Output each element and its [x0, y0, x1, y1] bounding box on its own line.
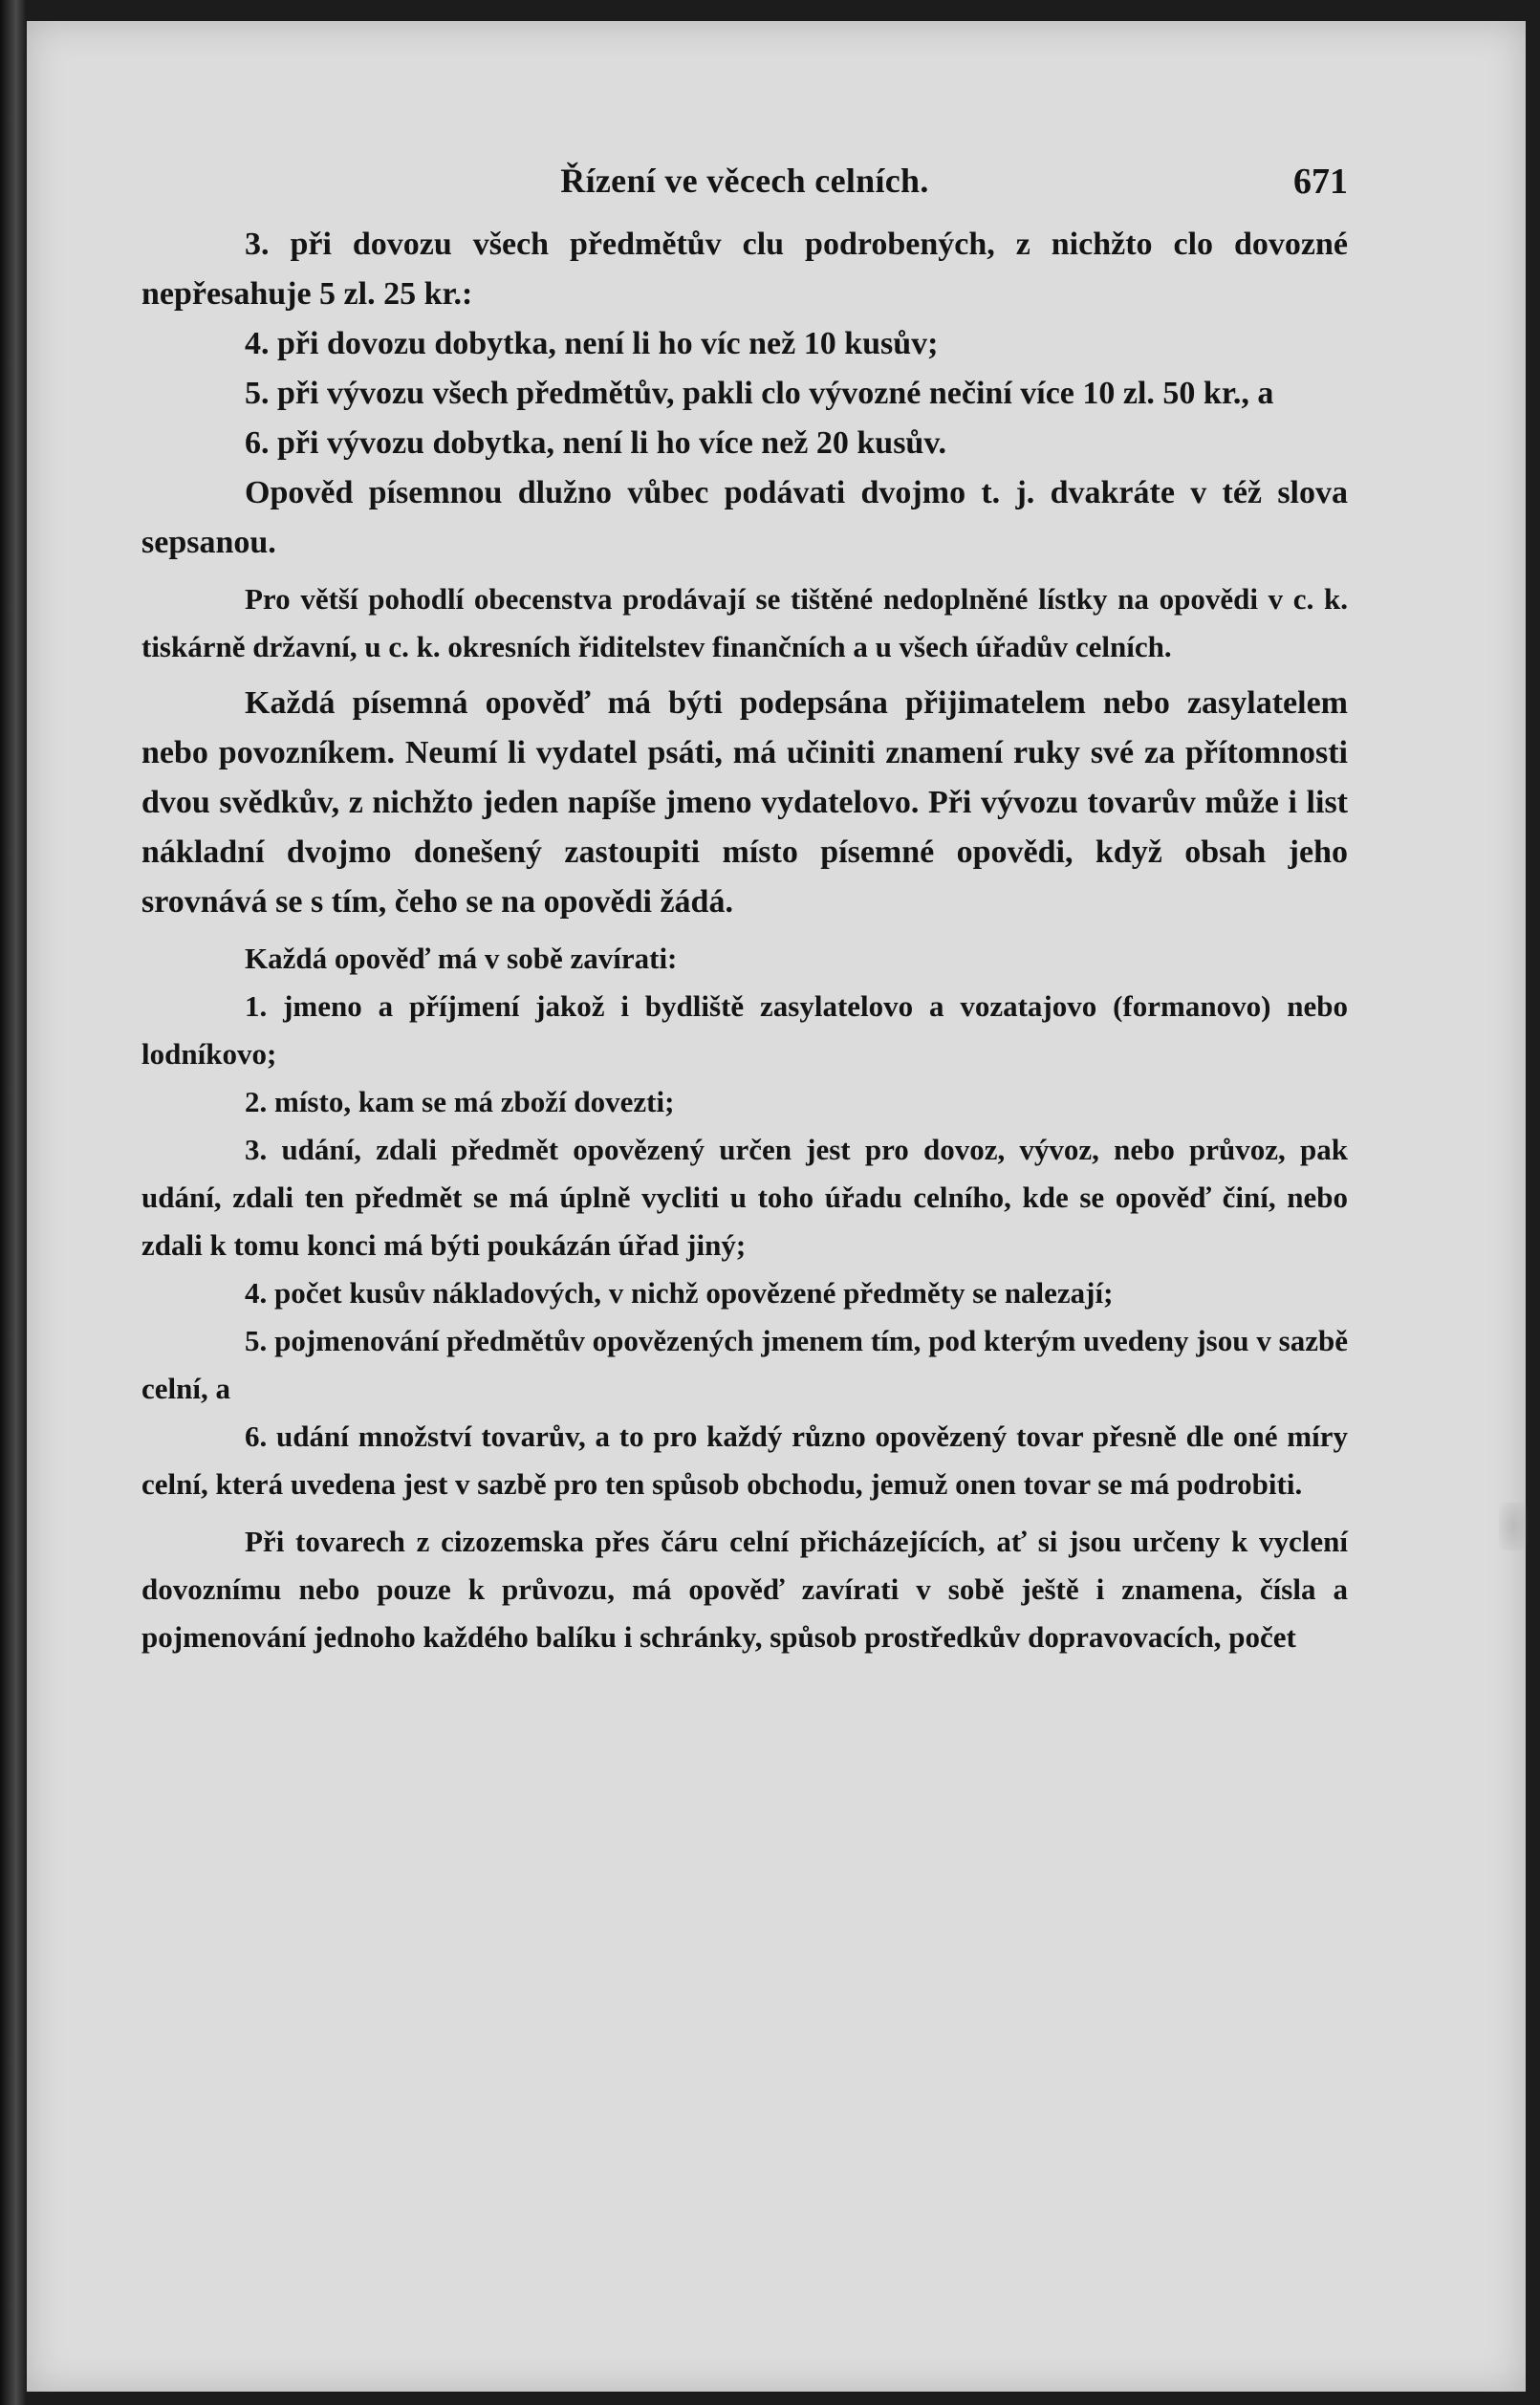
content-item-5: 5. pojmenování předmětův opovězených jmenem tím, pod kterým uvedeny jsou v sazbě celní, a	[141, 1324, 1348, 1405]
page-text	[141, 143, 1348, 1661]
running-header	[141, 143, 1348, 220]
list-item-5: 5. při vývozu všech předmětův, pakli clo vývozné nečiní více 10 zl. 50 kr., a	[245, 376, 1274, 411]
content-item-1: 1. jmeno a příjmení jakož i bydliště zasylatelovo a vozatajovo (formanovo) nebo lodníkovo;	[141, 989, 1348, 1071]
content-item-2: 2. místo, kam se má zboží dovezti;	[245, 1085, 675, 1118]
list-item-4: 4. při dovozu dobytka, není li ho víc než 10 kusův;	[245, 326, 939, 361]
chapter-title: Řízení ve věcech celních.	[560, 162, 929, 200]
paragraph-cizozemsko: Při tovarech z cizozemska přes čáru celní přicházejících, ať si jsou určeny k vyclení dovoznímu nebo pouze k průvozu, má opověď zavírati v sobě ještě i znamena, čísla a pojmenování jednoho každého balíku i schránky, spůsob prostředkův dopravovacích, počet	[141, 1525, 1348, 1654]
list-item-3: 3. při dovozu všech předmětův clu podrobených, z nichžto clo dovozné nepřesahuje 5 zl. 25 kr.:	[141, 227, 1348, 312]
paragraph-podpis: Každá písemná opověď má býti podepsána přijimatelem nebo zasylatelem nebo povozníkem. Neumí li vydatel psáti, má učiniti znamení ruky své za přítomnosti dvou svědkův, z nichžto jeden napíše jmeno vydatelovo. Při vývozu tovarův může i list nákladní dvojmo donešený zastoupiti místo písemné opovědi, když obsah jeho srovnává se s tím, čeho se na opovědi žádá.	[141, 685, 1348, 920]
list-item-6: 6. při vývozu dobytka, není li ho více než 20 kusův.	[245, 425, 946, 461]
paragraph-opoved-dvojmo: Opověd písemnou dlužno vůbec podávati dvojmo t. j. dvakráte v též slova sepsanou.	[141, 475, 1348, 560]
content-item-6: 6. udání množství tovarův, a to pro každý různo opovězený tovar přesně dle oné míry celní, která uvedena jest v sazbě pro ten spůsob obchodu, jemuž onen tovar se má podrobiti.	[141, 1419, 1348, 1501]
page-number: 671	[1293, 162, 1348, 202]
paragraph-listky: Pro větší pohodlí obecenstva prodávají se tištěné nedoplněné lístky na opovědi v c. k. tiskárně državní, u c. k. okresních řiditelstev finančních a u všech úřadův celních.	[141, 582, 1348, 663]
content-item-3: 3. udání, zdali předmět opovězený určen jest pro dovoz, vývoz, nebo průvoz, pak udání, zdali ten předmět se má úplně vycliti u toho úřadu celního, kde se opověď činí, nebo zdali k tomu konci má býti poukázán úřad jiný;	[141, 1133, 1348, 1262]
content-item-4: 4. počet kusův nákladových, v nichž opovězené předměty se nalezají;	[245, 1276, 1114, 1310]
book-spine-edge	[0, 0, 27, 2405]
paper-smudge	[1499, 1503, 1528, 1550]
paragraph-obsah-intro: Každá opověď má v sobě zavírati:	[245, 942, 678, 975]
